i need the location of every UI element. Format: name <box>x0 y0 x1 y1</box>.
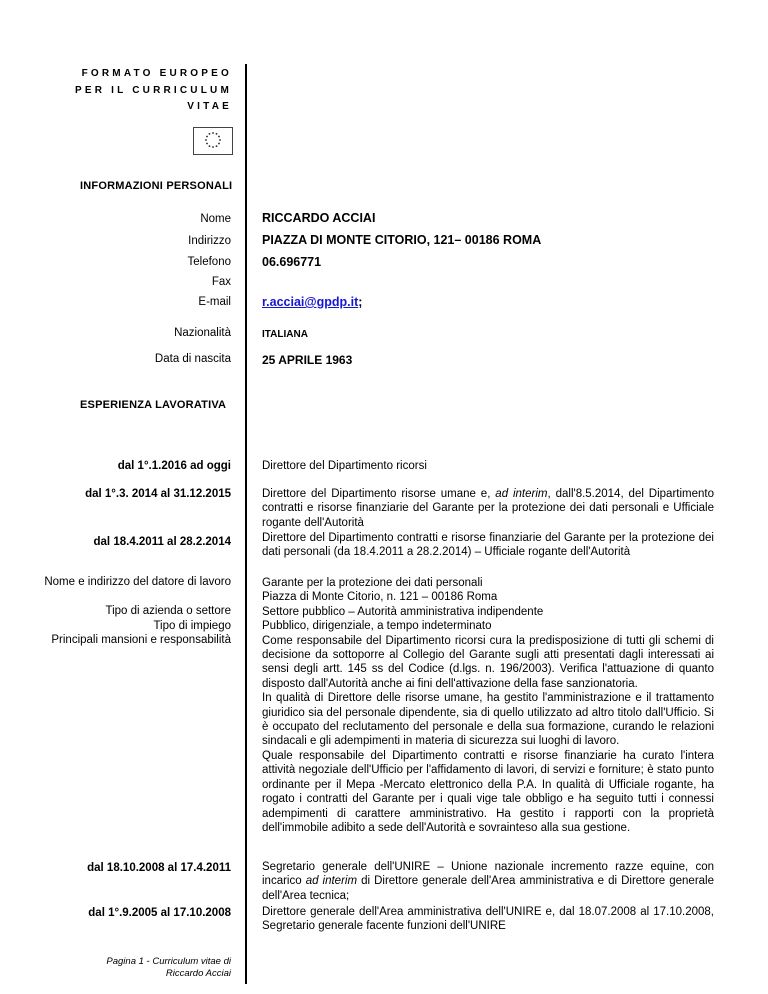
job-desc-4-post: di Direttore generale dell'Area amministrativa e di Direttore generale dell'Area tecnica; <box>262 875 715 902</box>
value-email-row <box>262 295 714 309</box>
email-suffix: ; <box>358 295 363 309</box>
label-address: Indirizzo <box>188 235 231 247</box>
vertical-divider <box>245 64 247 984</box>
job-period-5: dal 1°.9.2005 al 17.10.2008 <box>88 907 231 919</box>
footer-line-1: Pagina 1 - Curriculum vitae di <box>106 956 231 967</box>
duties-paragraph-1: Come responsabile del Dipartimento ricorsi cura la predisposizione di tutti gli schemi di decisione da sottoporre al Collegio del Garante sugli atti presentati dagli interessati ai sensi degli artt. 145 ss del Codice (d.lgs. n. 196/2003). Verifica l'attuazione di quanto disposto dall'Autorità anche ai fini dell'attivazione della fase sanzionatoria. <box>262 634 714 690</box>
employer-type: Settore pubblico – Autorità amministrativa indipendente <box>262 605 544 618</box>
section-experience: ESPERIENZA LAVORATIVA <box>80 399 227 411</box>
job-period-1: dal 1°.1.2016 ad oggi <box>117 460 231 472</box>
value-phone: 06.696771 <box>262 255 322 269</box>
job-desc-2 <box>262 487 714 530</box>
title-line-3: VITAE <box>187 101 232 112</box>
job-period-2: dal 1°.3. 2014 al 31.12.2015 <box>85 488 231 500</box>
job-desc-5: Direttore generale dell'Area amministrativa dell'UNIRE e, dal 18.07.2008 al 17.10.2008, Segretario generale facente funzioni dell'UNIRE <box>262 906 714 933</box>
job-desc-4 <box>262 860 714 903</box>
duties-paragraph-2: In qualità di Direttore delle risorse umane, ha gestito l'amministrazione e il trattamento giuridico sia del personale dipendente, sia di quello utilizzato ad altro titolo dall'Ufficio. Si è occupato del reclutamento del personale e della sua formazione, curando le relazioni sindacali e gli adempimenti in materia di sicurezza sui luoghi di lavoro. <box>262 692 714 748</box>
label-employment: Tipo di impiego <box>153 620 231 632</box>
label-sector: Tipo di azienda o settore <box>105 605 231 617</box>
employer-details <box>262 576 714 835</box>
label-email: E-mail <box>198 296 231 308</box>
value-name: RICCARDO ACCIAI <box>262 211 376 225</box>
job-desc-2-post: , dall'8.5.2014, del Dipartimento contratti e risorse finanziarie del Garante per la protezione dei dati personali e Ufficiale rogante dell'Autorità <box>262 488 714 529</box>
label-duties: Principali mansioni e responsabilità <box>51 634 231 646</box>
label-nationality: Nazionalità <box>174 327 231 339</box>
eu-flag-icon <box>193 127 233 155</box>
job-desc-1: Direttore del Dipartimento ricorsi <box>262 460 427 472</box>
cv-title <box>32 66 232 116</box>
job-desc-4-pre: Segretario generale dell'UNIRE – Unione nazionale incremento razze equine, con incarico <box>262 861 714 888</box>
label-fax: Fax <box>211 276 231 288</box>
value-address: PIAZZA DI MONTE CITORIO, 121– 00186 ROMA <box>262 233 542 247</box>
job-desc-3: Direttore del Dipartimento contratti e risorse finanziarie del Garante per la protezione dei dati personali (da 18.4.2011 a 28.2.2014) – Ufficiale rogante dell'Autorità <box>262 532 714 559</box>
job-period-4: dal 18.10.2008 al 17.4.2011 <box>87 862 231 874</box>
duties-paragraph-3: Quale responsabile del Dipartimento contratti e risorse finanziarie ha curato l'intera attività negoziale dell'Ufficio per l'affidamento di lavori, di servizi e forniture; è stato punto ordinante per il Mepa -Mercato elettronico della P.A. In qualità di Ufficiale rogante, ha rogato i contratti del Garante per i quali vige tale obbligo e ha seguito tutti i connessi adempimenti di carattere amministrativo. Ha gestito i rapporti con la proprietà dell'immobile adibito a sede dell'Autorità e sovrainteso alla sua gestione. <box>262 749 714 834</box>
label-phone: Telefono <box>187 256 231 268</box>
label-birth: Data di nascita <box>154 353 231 365</box>
job-desc-2-em: ad interim <box>495 488 548 500</box>
section-personal-info: INFORMAZIONI PERSONALI <box>80 180 233 192</box>
title-line-1: FORMATO EUROPEO <box>81 68 232 79</box>
job-desc-2-pre: Direttore del Dipartimento risorse umane e, <box>262 488 496 500</box>
title-line-2: PER IL CURRICULUM <box>75 84 232 96</box>
value-nationality: ITALIANA <box>262 329 308 340</box>
employer-address: Piazza di Monte Citorio, n. 121 – 00186 Roma <box>262 591 498 604</box>
employer-name: Garante per la protezione dei dati personali <box>262 577 483 589</box>
label-name: Nome <box>200 213 231 225</box>
employment-type: Pubblico, dirigenziale, a tempo indeterminato <box>262 620 492 633</box>
job-desc-4-em: ad interim <box>305 875 358 888</box>
page-footer <box>106 956 231 980</box>
value-birth: 25 APRILE 1963 <box>262 353 353 367</box>
email-link[interactable]: r.acciai@gpdp.it <box>262 295 359 309</box>
footer-line-2: Riccardo Acciai <box>165 968 231 979</box>
label-employer: Nome e indirizzo del datore di lavoro <box>44 576 231 588</box>
job-period-3: dal 18.4.2011 al 28.2.2014 <box>93 536 231 548</box>
